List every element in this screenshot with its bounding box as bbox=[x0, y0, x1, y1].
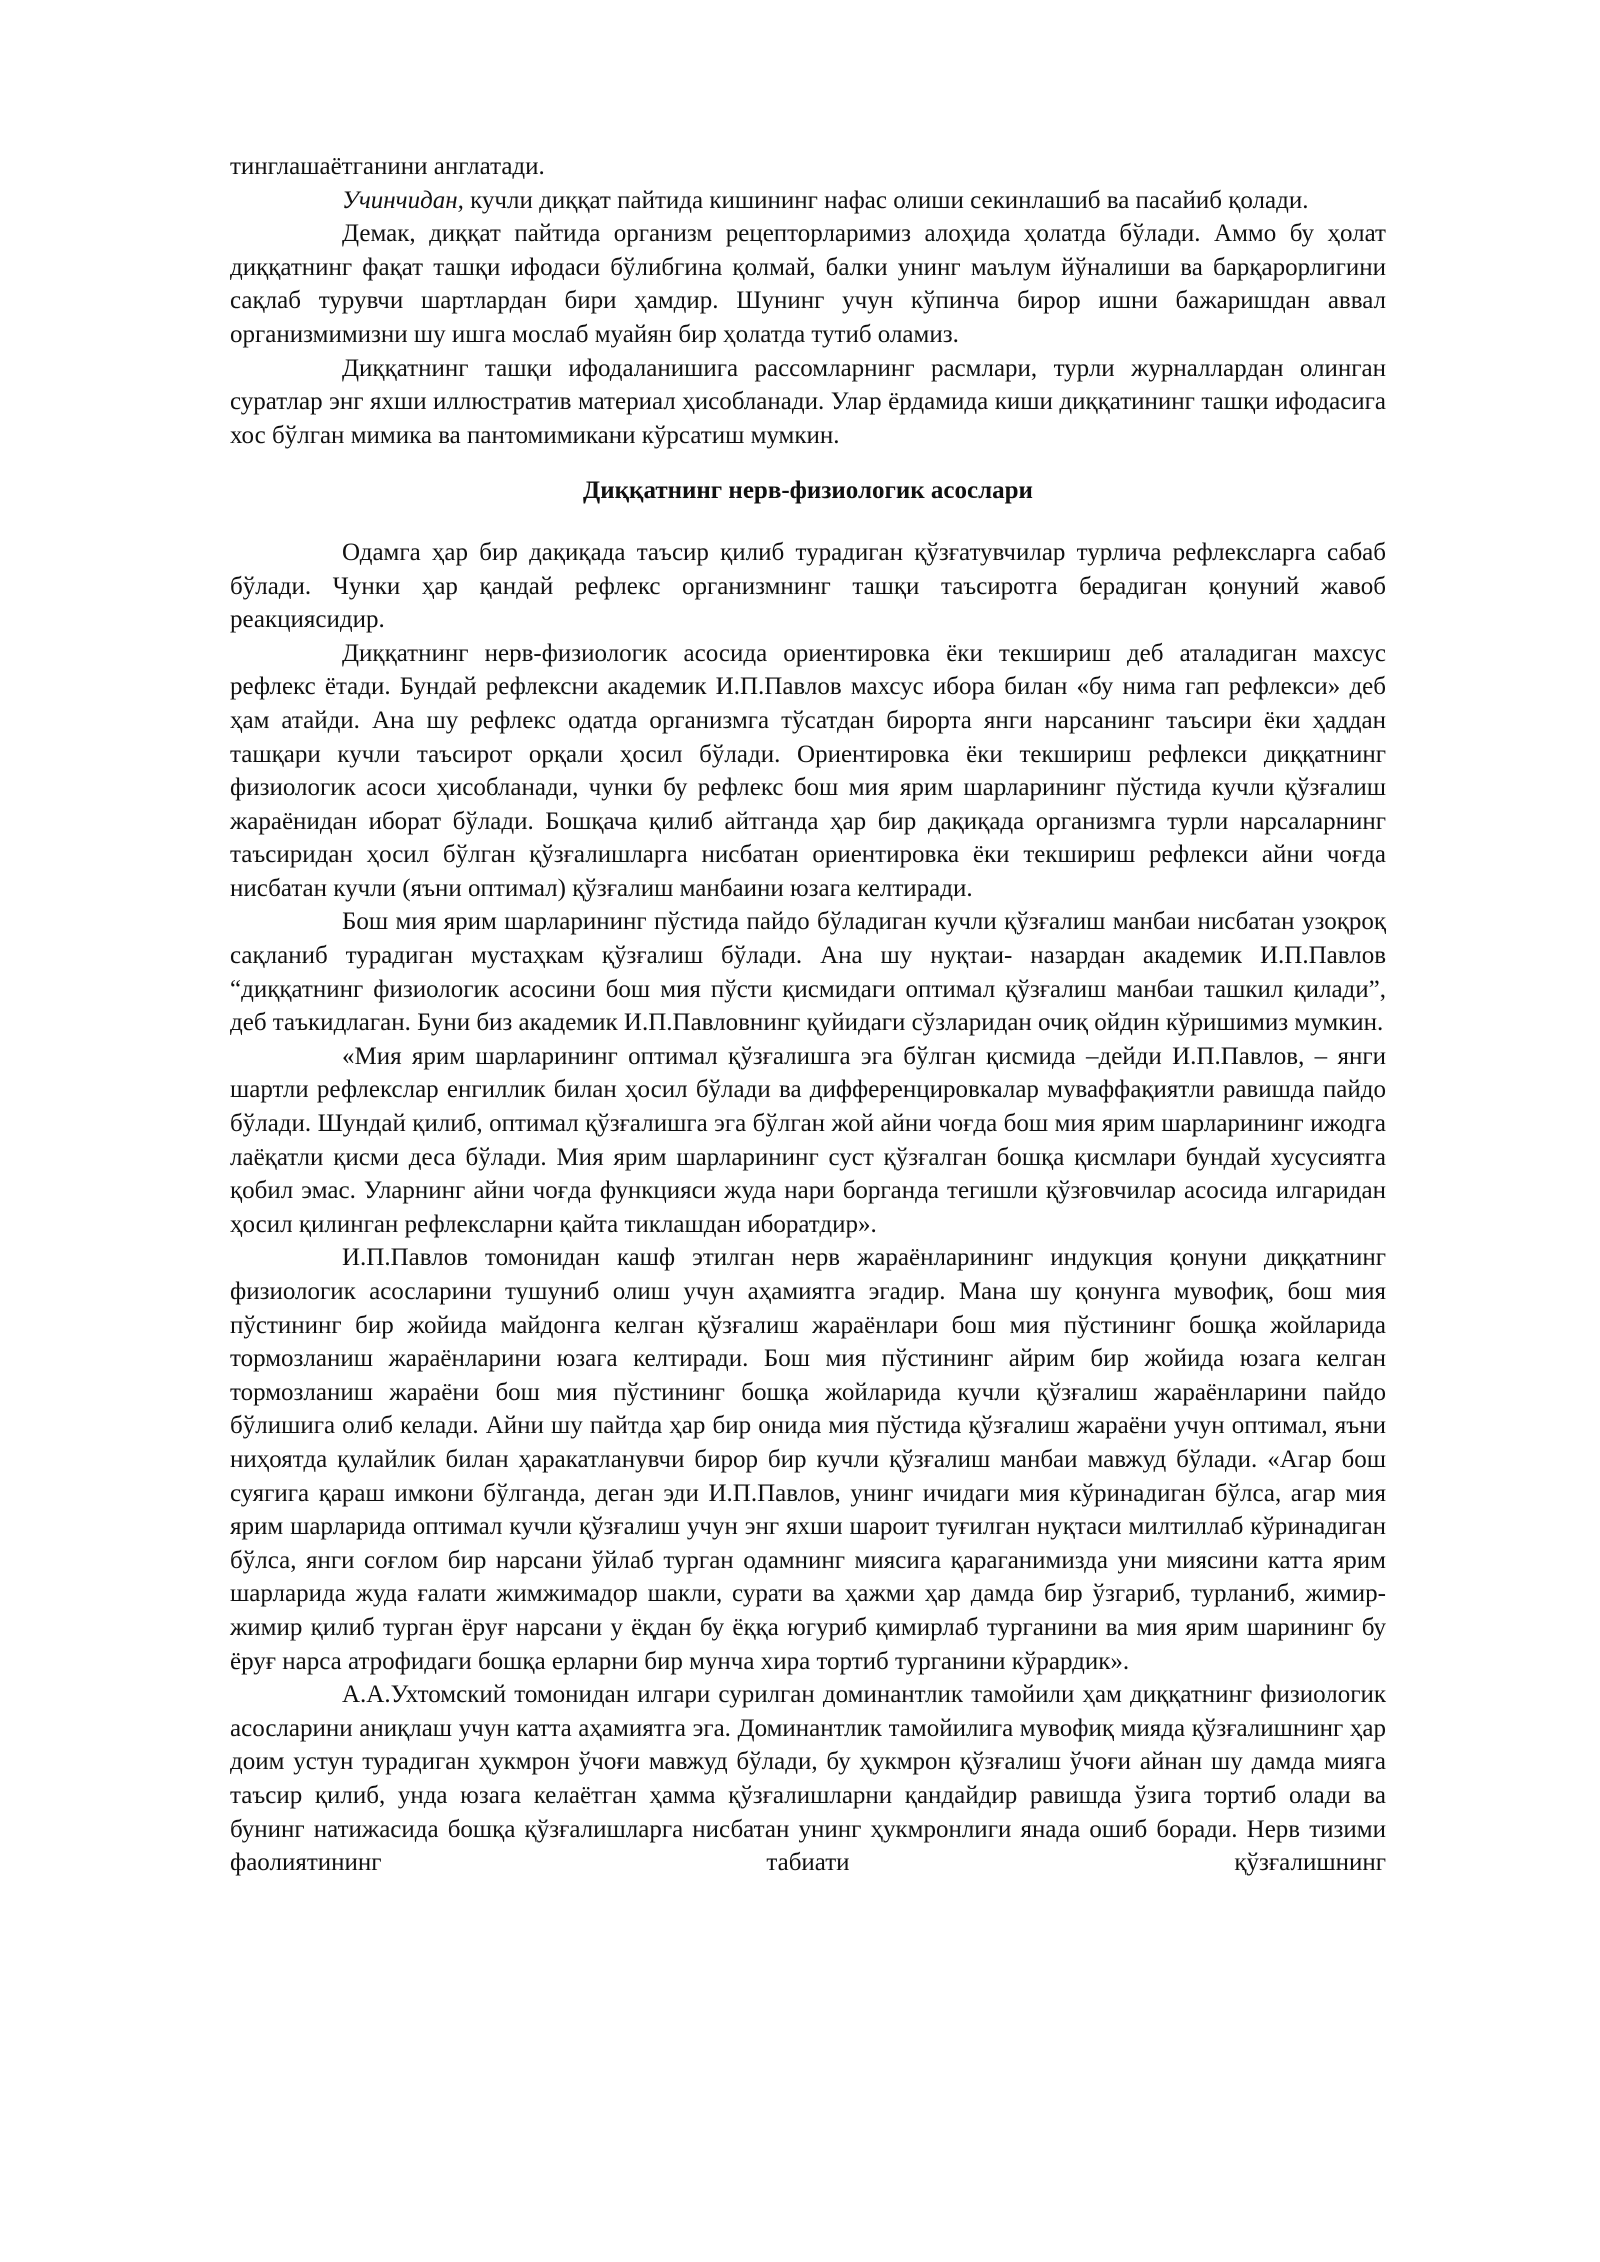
paragraph-pavlov-quote: «Мия ярим шарларининг оптимал қўзғалишга эга бўлган қисмида –дейди И.П.Павлов, – янги шартли рефлекслар енгиллик билан ҳосил бўлади ва дифференцировкалар муваффақиятли равишда пайдо бўлади. Шундай қилиб, оптимал қўзғалишга эга бўлган жой айни чоғда бош мия ярим шарларининг ижодга лаёқатли қисми деса бўлади. Мия ярим шарларининг суст қўзғалган бошқа қисмлари бундай хусусиятга қобил эмас. Уларнинг айни чоғда функцияси жуда нари борганда тегишли қўзғовчилар асосида илгаридан ҳосил қилинган рефлексларни қайта тиклашдан иборатдир». bbox=[230, 1042, 1386, 1238]
paragraph-illustrations: Диққатнинг ташқи ифодаланишига рассомларнинг расмлари, турли журналлардан олинган суратлар энг яхши иллюстратив материал ҳисобланади. Улар ёрдамида киши диққатининг ташқи ифодасига хос бўлган мимика ва пантомимикани кўрсатиш мумкин. bbox=[230, 354, 1386, 449]
emphasis-thirdly: Учинчидан, bbox=[342, 186, 464, 214]
paragraph-induction-law: И.П.Павлов томонидан кашф этилган нерв жараёнларининг индукция қонуни диққатнинг физиологик асосларини тушуниб олиш учун аҳамиятга эгадир. Мана шу қонунга мувофиқ, бош мия пўстининг бир жойида майдонга келган қўзғалиш жараёнлари бош мия пўстининг бошқа жойларида тормозланиш жараёнларини юзага келтиради. Бош мия пўстининг айрим бир жойида юзага келган тормозланиш жараёни бош мия пўстининг бошқа жойларида кучли қўзғалиш жараёнларини пайдо бўлишига олиб келади. Айни шу пайтда ҳар бир онида мия пўстида қўзғалиш жараёни учун оптимал, яъни ниҳоятда қулайлик билан ҳаракатланувчи бирор бир кучли қўзғалиш манбаи мавжуд бўлади. «Агар бош суягига қараш имкони бўлганда, деган эди И.П.Павлов, унинг ичидаги мия кўринадиган бўлса, агар мия ярим шарларида оптимал кучли қўзғалиш учун энг яхши шароит туғилган нуқтаси милтиллаб кўринадиган бўлса, янги соғлом бир нарсани ўйлаб турган одамнинг миясига қараганимизда уни миясини катта ярим шарларида жуда ғалати жимжимадор шакли, сурати ва ҳажми ҳар дамда бир ўзгариб, турланиб, жимир-жимир қилиб турган ёруғ нарсани у ёқдан бу ёққа югуриб қимирлаб турганини ва мия ярим шарининг бу ёруғ нарса атрофидаги бошқа ерларни бир мунча хира тортиб турганини кўрардик». bbox=[230, 1244, 1386, 1675]
document-body bbox=[230, 150, 1386, 1880]
section-heading: Диққатнинг нерв-физиологик асослари bbox=[583, 477, 1033, 505]
paragraph-excitation-focus: Бош мия ярим шарларининг пўстида пайдо бўладиган кучли қўзғалиш манбаи нисбатан узоқроқ сақланиб турадиган мустаҳкам қўзғалиш бўлади. Ана шу нуқтаи- назардан академик И.П.Павлов “диққатнинг физиологик асосини бош мия пўсти қисмидаги оптимал қўзғалиш манбаи ташкил қилади”, деб таъкидлаган. Буни биз академик И.П.Павловнинг қуйидаги сўзларидан очиқ ойдин кўришимиз мумкин. bbox=[230, 908, 1386, 1037]
paragraph-thirdly-text: кучли диққат пайтида кишининг нафас олиши секинлашиб ва пасайиб қолади. bbox=[463, 186, 1309, 214]
paragraph-thirdly bbox=[230, 184, 1386, 218]
paragraph-receptors: Демак, диққат пайтида организм рецепторларимиз алоҳида ҳолатда бўлади. Аммо бу ҳолат диққатнинг фақат ташқи ифодаси бўлибгина қолмай, балки унинг маълум йўналиши ва барқарорлигини сақлаб турувчи шартлардан бири ҳамдир. Шунинг учун кўпинча бирор ишни бажаришдан аввал организмимизни шу ишга мослаб муайян бир ҳолатда тутиб оламиз. bbox=[230, 220, 1386, 348]
paragraph-orienting-reflex: Диққатнинг нерв-физиологик асосида ориентировка ёки текшириш деб аталадиган махсус рефлекс ётади. Бундай рефлексни академик И.П.Павлов махсус ибора билан «бу нима гап рефлекси» деб ҳам атайди. Ана шу рефлекс одатда организмга тўсатдан бирорта янги нарсанинг таъсири ёки ҳаддан ташқари кучли таъсирот орқали ҳосил бўлади. Ориентировка ёки текшириш рефлекси диққатнинг физиологик асоси ҳисобланади, чунки бу рефлекс бош мия ярим шарларининг пўстида кучли қўзғалиш жараёнидан иборат бўлади. Бошқача қилиб айтганда ҳар бир дақиқада организмга турли нарсаларнинг таъсиридан ҳосил бўлган қўзғалишларга нисбатан ориентировка ёки текшириш рефлекси айни чоғда нисбатан кучли (яъни оптимал) қўзғалиш манбаини юзага келтиради. bbox=[230, 639, 1386, 902]
paragraph-continuation: тинглашаётганини англатади. bbox=[230, 153, 545, 180]
paragraph-dominant-principle: А.А.Ухтомский томонидан илгари сурилган доминантлик тамойили ҳам диққатнинг физиологик асосларини аниқлаш учун катта аҳамиятга эга. Доминантлик тамойилига мувофиқ мияда қўзғалишнинг ҳар доим устун турадиган ҳукмрон ўчоғи мавжуд бўлади, бу ҳукмрон қўзғалиш ўчоғи айнан шу дамда мияга таъсир қилиб, унда юзага келаётган ҳамма қўзғалишларни қандайдир равишда ўзига тортиб олади ва бунинг натижасида бошқа қўзғалишларга нисбатан унинг ҳукмронлиги янада ошиб боради. Нерв тизими фаолиятининг табиати қўзғалишнинг bbox=[230, 1681, 1386, 1877]
paragraph-stimuli: Одамга ҳар бир дақиқада таъсир қилиб турадиган қўзғатувчилар турлича рефлексларга сабаб бўлади. Чунки ҳар қандай рефлекс организмнинг ташқи таъсиротга берадиган қонуний жавоб реакциясидир. bbox=[230, 538, 1386, 634]
